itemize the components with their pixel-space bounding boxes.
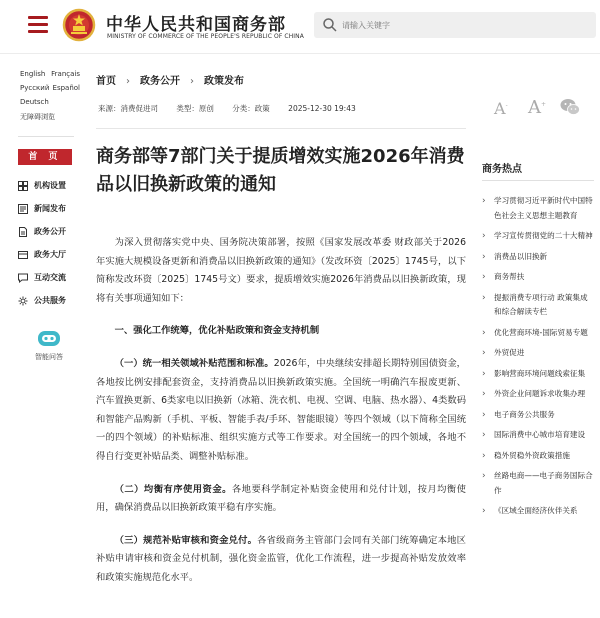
document-icon (18, 227, 28, 237)
hot-topic-item[interactable]: › 国际消费中心城市培育建设 (482, 428, 594, 443)
article-meta (98, 103, 372, 114)
wechat-share-icon[interactable] (560, 98, 580, 116)
breadcrumb-gov-open[interactable]: 政务公开 (140, 76, 180, 87)
hot-topic-item[interactable]: › 影响营商环境问题线索征集 (482, 367, 594, 382)
article-paragraph (96, 532, 466, 588)
meta-type: 类型：原创 (176, 104, 214, 113)
service-icon (18, 296, 28, 306)
logo-subtitle: MINISTRY OF COMMERCE OF THE PEOPLE'S REPUBLIC OF CHINA (107, 33, 304, 40)
ai-assistant-button[interactable] (24, 328, 74, 362)
nav-item-label: 新闻发布 (34, 204, 66, 213)
hot-topic-item[interactable]: › 稳外贸稳外资政策措施 (482, 449, 594, 464)
nav-item-label: 互动交流 (34, 273, 66, 282)
accessibility-link[interactable]: 无障碍浏览 (20, 113, 55, 121)
paragraph-lead: （三）规范补贴审核和资金兑付。 (114, 534, 258, 546)
hot-topics-title: 商务热点 (482, 164, 522, 175)
nav-item-hall[interactable] (18, 243, 88, 266)
breadcrumb-home[interactable]: 首页 (96, 76, 116, 87)
hot-topic-item[interactable]: › 学习贯彻习近平新时代中国特色社会主义思想主题教育 (482, 194, 594, 223)
news-icon (18, 204, 28, 214)
hot-topic-item[interactable]: › 商务帮扶 (482, 270, 594, 285)
sidebar-divider (18, 136, 74, 137)
breadcrumb (96, 72, 244, 87)
section-heading: 一、强化工作统筹，优化补贴政策和资金支持机制 (114, 325, 320, 337)
nav-item-news[interactable] (18, 197, 88, 220)
meta-datetime: 2025-12-30 19:43 (288, 104, 356, 113)
article-paragraph (96, 355, 466, 467)
paragraph-lead: （二）均衡有序使用资金。 (114, 483, 232, 495)
language-switcher (20, 70, 80, 128)
org-chart-icon (18, 181, 28, 191)
meta-category: 分类：政策 (232, 104, 270, 113)
nav-item-label: 公共服务 (34, 296, 66, 305)
font-tools (494, 98, 594, 118)
nav-item-label: 机构设置 (34, 181, 66, 190)
content-divider (96, 128, 466, 129)
hot-topics-list (482, 194, 594, 519)
site-header (0, 0, 600, 54)
breadcrumb-separator: › (126, 76, 130, 87)
breadcrumb-separator: › (190, 76, 194, 87)
hot-topic-item[interactable]: › 电子商务公共服务 (482, 408, 594, 423)
nav-item-gov-open[interactable] (18, 220, 88, 243)
article-intro: 为深入贯彻落实党中央、国务院决策部署，按照《国家发展改革委 财政部关于2026年实施大规模设备更新和消费品以旧换新政策的通知》（发改环资〔2025〕1745号，以下简称发改环资〔2025〕1745号文）要求，提质增效实施2026年消费品以旧换新政策，现将有关事项通知如下： (96, 237, 466, 304)
article-paragraph (96, 481, 466, 518)
hot-topics-divider (482, 180, 594, 181)
paragraph-text: 各省级商务主管部门会同有关部门统筹确定本地区补贴申请审核和资金兑付机制，强化资金监管，优化工作流程，进一步提高补贴发放效率和政策实施规范化水平。 (96, 534, 466, 583)
lang-english[interactable]: English (20, 70, 46, 78)
hot-topic-item[interactable]: › 《区域全面经济伙伴关系 (482, 504, 594, 519)
search-box[interactable] (314, 12, 596, 38)
paragraph-lead: （一）统一相关领域补贴范围和标准。 (114, 357, 274, 369)
hot-topic-item[interactable]: › 优化营商环境-国际贸易专题 (482, 326, 594, 341)
font-increase-icon[interactable]: A+ (528, 97, 547, 118)
breadcrumb-policy[interactable]: 政策发布 (204, 76, 244, 87)
meta-source: 来源：消费促进司 (98, 104, 158, 113)
nav-item-interaction[interactable] (18, 266, 88, 289)
hall-icon (18, 250, 28, 260)
hot-topic-item[interactable]: › 外贸促进 (482, 346, 594, 361)
search-input[interactable] (342, 12, 582, 38)
nav-item-service[interactable] (18, 289, 88, 312)
search-icon[interactable] (322, 17, 338, 33)
hot-topic-item[interactable]: › 消费品以旧换新 (482, 250, 594, 265)
hot-topic-item[interactable]: › 学习宣传贯彻党的二十大精神 (482, 229, 594, 244)
national-emblem-icon (62, 8, 96, 44)
nav-item-label: 政务大厅 (34, 250, 66, 259)
robot-icon (36, 328, 62, 348)
lang-spanish[interactable]: Español (52, 84, 80, 92)
nav-item-org[interactable] (18, 174, 88, 197)
hot-topic-item[interactable]: › 提振消费专项行动 政策集成和综合解读专栏 (482, 291, 594, 320)
menu-icon[interactable] (28, 16, 48, 34)
hot-topic-item[interactable]: › 外资企业问题诉求收集办理 (482, 387, 594, 402)
lang-russian[interactable]: Русский (20, 84, 50, 92)
logo-title[interactable]: 中华人民共和国商务部 (106, 15, 286, 35)
ai-assistant-label: 智能问答 (35, 353, 63, 361)
lang-german[interactable]: Deutsch (20, 98, 49, 106)
lang-french[interactable]: Français (51, 70, 80, 78)
hot-topic-item[interactable]: › 丝路电商——电子商务国际合作 (482, 469, 594, 498)
paragraph-text: 各地要科学制定补贴资金使用和兑付计划，按月均衡使用，确保消费品以旧换新政策平稳有序实施。 (96, 483, 466, 514)
article-body (96, 234, 466, 602)
nav-item-label: 政务公开 (34, 227, 66, 236)
paragraph-text: 2026年，中央继续安排超长期特别国债资金，各地按比例安排配套资金，支持消费品以旧换新政策实施。全国统一明确汽车报废更新、汽车置换更新、6类家电以旧换新（冰箱、洗衣机、电视、空调、电脑、热水器）、4类数码和智能产品购新（手机、平板、智能手表/手环、智能眼镜）等四个领域（以下简称全国统一的四个领域）的补贴标准、组织实施方式等工作要求。对全国统一的四个领域，各地不得自行变更补贴品类、调整补贴标准。 (96, 357, 466, 462)
chat-icon (18, 273, 28, 283)
font-decrease-icon[interactable]: A- (494, 99, 508, 118)
article-title: 商务部等7部门关于提质增效实施2026年消费品以旧换新政策的通知 (96, 146, 465, 195)
nav-home[interactable]: 首 页 (18, 149, 72, 165)
side-nav (18, 174, 88, 312)
